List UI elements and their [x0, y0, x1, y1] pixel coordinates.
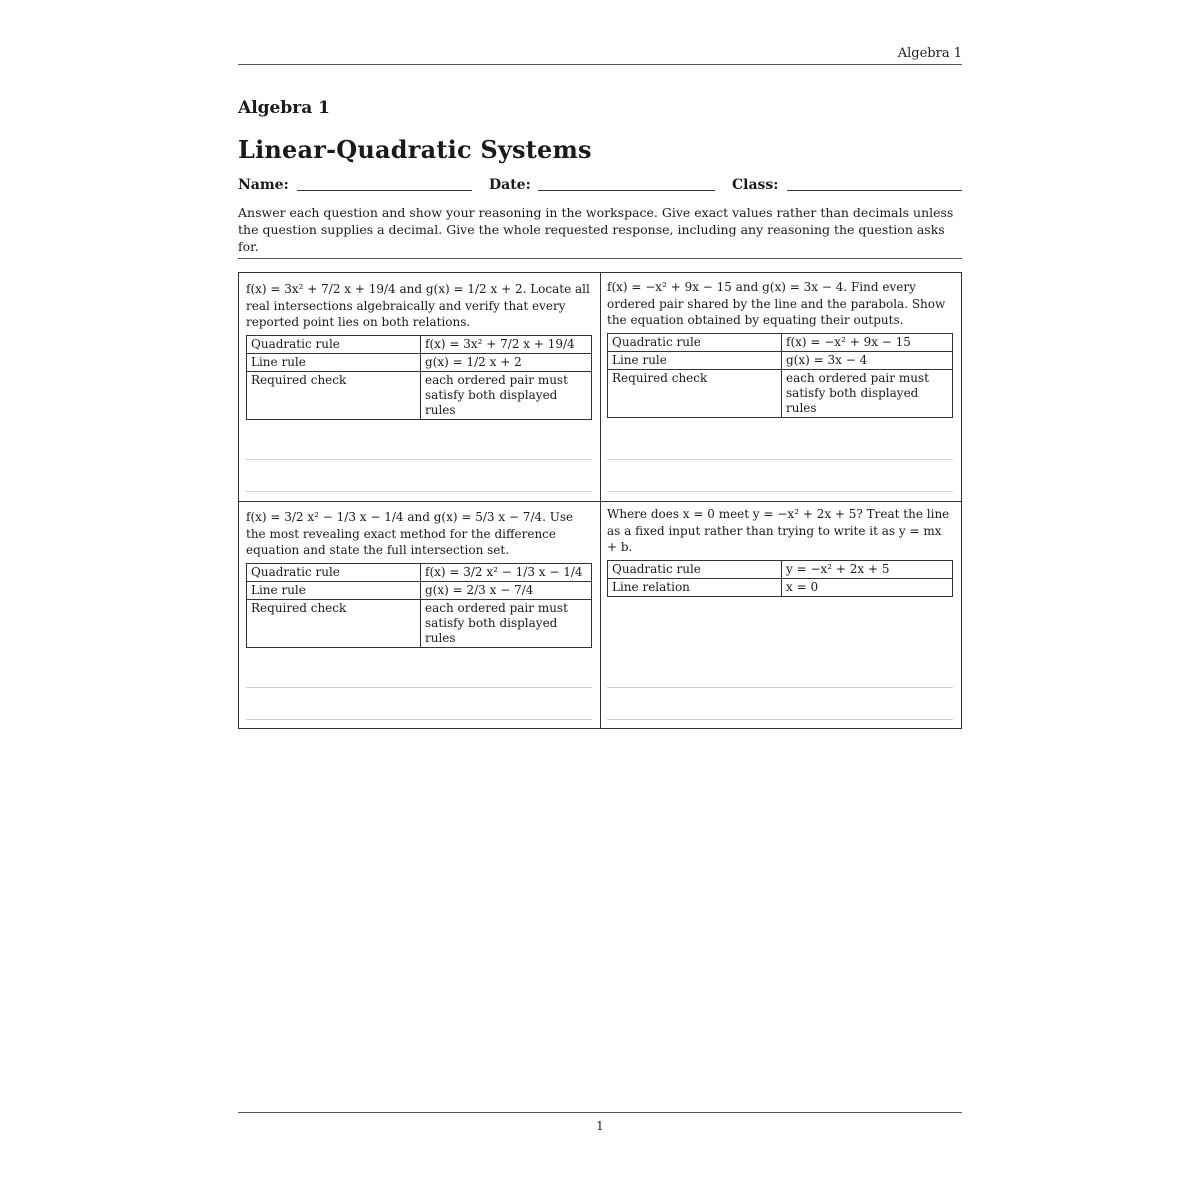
header-rule: [238, 64, 962, 65]
table-label: Required check: [608, 369, 782, 417]
class-label: Class:: [732, 177, 779, 193]
table-label: Quadratic rule: [247, 335, 421, 353]
table-value: each ordered pair must satisfy both displayed rules: [421, 599, 592, 647]
table-row: [247, 371, 592, 419]
table-label: Line relation: [608, 578, 782, 596]
table-row: [247, 353, 592, 371]
table-label: Required check: [247, 599, 421, 647]
question-grid: [238, 272, 962, 729]
answer-line[interactable]: [607, 491, 953, 492]
question-prompt: f(x) = −x² + 9x − 15 and g(x) = 3x − 4. Find every ordered pair shared by the line and the parabola. Show the equation obtained by equating their outputs.: [607, 280, 946, 327]
answer-line[interactable]: [246, 687, 592, 688]
table-row: [608, 351, 953, 369]
student-fields: [238, 177, 962, 197]
worksheet-page: [238, 0, 962, 1200]
name-label: Name:: [238, 177, 289, 193]
table-label: Line rule: [608, 351, 782, 369]
table-value: x = 0: [782, 578, 953, 596]
table-row: [608, 369, 953, 417]
table-row: [247, 335, 592, 353]
table-row: [247, 563, 592, 581]
table-label: Quadratic rule: [608, 560, 782, 578]
table-row: [247, 599, 592, 647]
table-row: [247, 581, 592, 599]
table-value: g(x) = 2/3 x − 7/4: [421, 581, 592, 599]
table-value: f(x) = −x² + 9x − 15: [782, 333, 953, 351]
answer-line[interactable]: [607, 719, 953, 720]
question-cell-2: [607, 279, 953, 418]
table-value: y = −x² + 2x + 5: [782, 560, 953, 578]
given-table: [607, 560, 953, 597]
given-table: [607, 333, 953, 418]
class-field[interactable]: [787, 190, 962, 191]
question-prompt: f(x) = 3x² + 7/2 x + 19/4 and g(x) = 1/2 x + 2. Locate all real intersections algebraically and verify that every reported point lies on both relations.: [246, 282, 590, 329]
page-title: Linear-Quadratic Systems: [238, 135, 592, 164]
instructions: Answer each question and show your reasoning in the workspace. Give exact values rather than decimals unless the question supplies a decimal. Give the whole requested response, including any reasoning the question asks for.: [238, 205, 954, 254]
table-label: Required check: [247, 371, 421, 419]
given-table: [246, 563, 592, 648]
table-value: each ordered pair must satisfy both displayed rules: [421, 371, 592, 419]
question-cell-3: [246, 509, 592, 648]
table-value: g(x) = 1/2 x + 2: [421, 353, 592, 371]
table-row: [608, 578, 953, 596]
answer-line[interactable]: [246, 491, 592, 492]
grid-divider-horizontal: [239, 501, 961, 502]
table-value: f(x) = 3/2 x² − 1/3 x − 1/4: [421, 563, 592, 581]
table-row: [608, 560, 953, 578]
answer-line[interactable]: [246, 719, 592, 720]
answer-line[interactable]: [246, 459, 592, 460]
instructions-rule: [238, 258, 962, 259]
page-number: 1: [596, 1119, 604, 1133]
footer-rule: [238, 1112, 962, 1113]
table-label: Quadratic rule: [247, 563, 421, 581]
question-cell-1: [246, 281, 592, 420]
name-field[interactable]: [297, 190, 472, 191]
table-value: each ordered pair must satisfy both displayed rules: [782, 369, 953, 417]
subject-heading: Algebra 1: [238, 98, 330, 118]
table-row: [608, 333, 953, 351]
date-label: Date:: [489, 177, 531, 193]
table-value: g(x) = 3x − 4: [782, 351, 953, 369]
given-table: [246, 335, 592, 420]
date-field[interactable]: [538, 190, 715, 191]
table-label: Line rule: [247, 581, 421, 599]
question-prompt: f(x) = 3/2 x² − 1/3 x − 1/4 and g(x) = 5/3 x − 7/4. Use the most revealing exact method for the difference equation and state the full intersection set.: [246, 510, 574, 557]
question-cell-4: [607, 506, 953, 597]
table-value: f(x) = 3x² + 7/2 x + 19/4: [421, 335, 592, 353]
running-header: Algebra 1: [897, 46, 962, 61]
table-label: Quadratic rule: [608, 333, 782, 351]
answer-line[interactable]: [607, 459, 953, 460]
question-prompt: Where does x = 0 meet y = −x² + 2x + 5? Treat the line as a fixed input rather than trying to write it as y = mx + b.: [607, 507, 950, 554]
table-label: Line rule: [247, 353, 421, 371]
answer-line[interactable]: [607, 687, 953, 688]
